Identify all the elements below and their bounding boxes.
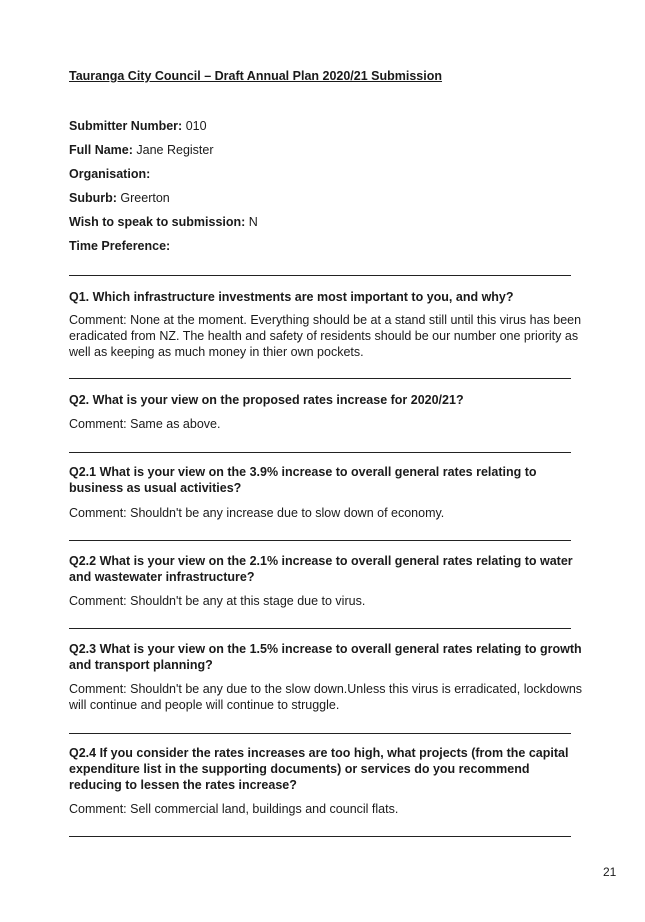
question-q2-4: Q2.4 If you consider the rates increases are too high, what projects (from the capital expenditure list in the supporting documents) or services do you recommend reducing to lessen the rates increase? — [69, 746, 569, 792]
divider — [69, 628, 571, 629]
field-label: Submitter Number: — [69, 119, 183, 133]
question-q2-2: Q2.2 What is your view on the 2.1% increase to overall general rates relating to water and wastewater infrastructure? — [69, 554, 573, 584]
field-full-name — [69, 143, 214, 157]
field-label: Time Preference: — [69, 239, 171, 253]
field-value: Greerton — [120, 191, 170, 205]
field-value: Jane Register — [136, 143, 214, 157]
field-value: 010 — [185, 119, 207, 133]
field-label: Full Name: — [69, 143, 133, 157]
comment-q2-3: Comment: Shouldn't be any due to the slow down.Unless this virus is erradicated, lockdowns will continue and people will continue to struggle. — [69, 682, 583, 712]
comment-q2-1: Comment: Shouldn't be any increase due to slow down of economy. — [69, 506, 445, 520]
comment-q2-2: Comment: Shouldn't be any at this stage due to virus. — [69, 594, 366, 608]
question-q2: Q2. What is your view on the proposed rates increase for 2020/21? — [69, 393, 464, 407]
divider — [69, 540, 571, 541]
divider — [69, 733, 571, 734]
divider — [69, 378, 571, 379]
comment-q2: Comment: Same as above. — [69, 417, 221, 431]
divider — [69, 452, 571, 453]
page-number: 21 — [603, 865, 617, 879]
field-suburb — [69, 191, 170, 205]
divider — [69, 836, 571, 837]
question-q2-1: Q2.1 What is your view on the 3.9% increase to overall general rates relating to business as usual activities? — [69, 465, 537, 495]
question-q1: Q1. Which infrastructure investments are most important to you, and why? — [69, 290, 514, 304]
field-wish-to-speak — [69, 215, 258, 229]
field-label: Organisation: — [69, 167, 151, 181]
question-q2-3: Q2.3 What is your view on the 1.5% increase to overall general rates relating to growth and transport planning? — [69, 642, 582, 672]
field-submitter-number — [69, 119, 207, 133]
field-time-preference — [69, 239, 170, 253]
field-label: Wish to speak to submission: — [69, 215, 246, 229]
comment-q1: Comment: None at the moment. Everything should be at a stand still until this virus has been eradicated from NZ. The health and safety of residents should be our number one priority as well as keeping as much money in thier own pockets. — [69, 313, 582, 359]
field-value: N — [248, 215, 258, 229]
document-title: Tauranga City Council – Draft Annual Plan 2020/21 Submission — [69, 69, 443, 83]
field-label: Suburb: — [69, 191, 117, 205]
divider — [69, 275, 571, 276]
comment-q2-4: Comment: Sell commercial land, buildings and council flats. — [69, 802, 399, 816]
field-organisation — [69, 167, 150, 181]
